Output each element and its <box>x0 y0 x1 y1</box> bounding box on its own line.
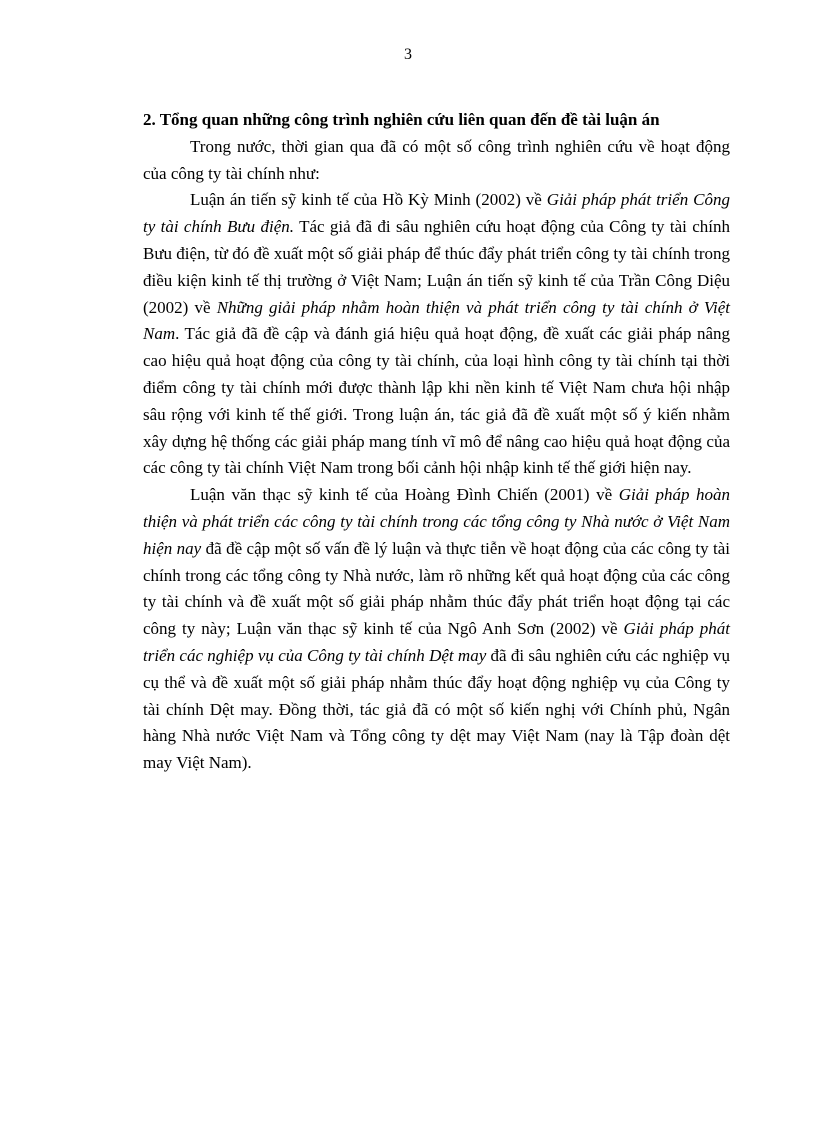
paragraph-text: Tác giả đã đi sâu nghiên cứu hoạt động của Công ty tài chính Bưu điện, từ đó đề xuất một số giải pháp để thúc đẩy phát triển công ty tài chính trong điều kiện kinh tế thị trường ở Việt Nam; Luận án tiến sỹ kinh tế của Trần Công Diệu (2002) về <box>143 217 730 317</box>
paragraph-text: đã đi sâu nghiên cứu các nghiệp vụ cụ thể và đề xuất một số giải pháp nhằm thúc đẩy hoạt động nghiệp vụ của Công ty tài chính Dệt may. Đồng thời, tác giả đã có một số kiến nghị với Chính phủ, Ngân hàng Nhà nước Việt Nam và Tổng công ty dệt may Việt Nam (nay là Tập đoàn dệt may Việt Nam). <box>143 645 730 773</box>
cited-work-title: Giải pháp hoàn thiện và phát triển các công ty tài chính trong các tổng công ty Nhà nước ở Việt Nam hiện nay <box>143 485 730 558</box>
paragraph <box>143 187 730 482</box>
page-number: 3 <box>404 46 412 63</box>
section-heading: 2. Tổng quan những công trình nghiên cứu liên quan đến đề tài luận án <box>143 110 660 129</box>
paragraph-text: Luận văn thạc sỹ kinh tế của Hoàng Đình Chiến (2001) về <box>190 485 619 505</box>
paragraph-text: Luận án tiến sỹ kinh tế của Hồ Kỳ Minh (2002) về <box>190 190 547 210</box>
paragraph-text: đã đề cập một số vấn đề lý luận và thực tiễn về hoạt động của các công ty tài chính trong các tổng công ty Nhà nước, làm rõ những kết quả hoạt động của các công ty tài chính và đề xuất một số giải pháp nhằm thúc đẩy phát triển hoạt động tại các công ty này; Luận văn thạc sỹ kinh tế của Ngô Anh Sơn (2002) về <box>143 538 730 639</box>
section-body <box>143 107 730 777</box>
paragraph <box>143 134 730 188</box>
cited-work-title: Giải pháp phát triển Công ty tài chính Bưu điện. <box>143 190 730 237</box>
cited-work-title: Những giải pháp nhằm hoàn thiện và phát triển công ty tài chính ở Việt Nam <box>143 297 731 344</box>
cited-work-title: Giải pháp phát triển các nghiệp vụ của Công ty tài chính Dệt may <box>143 619 731 665</box>
paragraph <box>143 482 730 777</box>
paragraph-text: . Tác giả đã đề cập và đánh giá hiệu quả hoạt động, đề xuất các giải pháp nâng cao hiệu quả hoạt động của công ty tài chính, của loại hình công ty tài chính tại thời điểm công ty tài chính mới được thành lập khi nền kinh tế Việt Nam chưa hội nhập sâu rộng với kinh tế thế giới. Trong luận án, tác giả đã đề xuất một số ý kiến nhằm xây dựng hệ thống các giải pháp mang tính vĩ mô để nâng cao hiệu quả hoạt động của các công ty tài chính Việt Nam trong bối cảnh hội nhập kinh tế thế giới hiện nay. <box>143 324 730 478</box>
paragraph-text: Trong nước, thời gian qua đã có một số công trình nghiên cứu về hoạt động của công ty tài chính như: <box>143 136 730 183</box>
